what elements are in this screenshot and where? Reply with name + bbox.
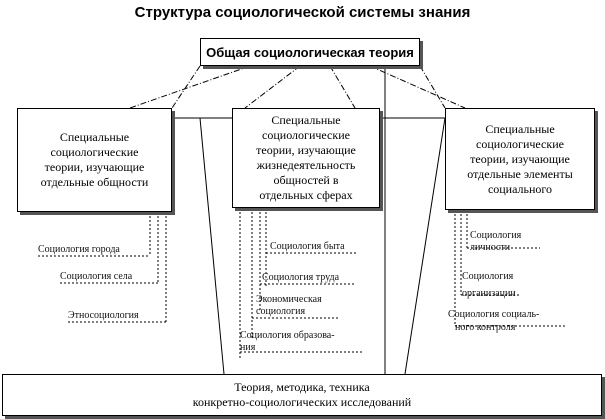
general-theory-box: Общая социологическая теория <box>200 38 420 66</box>
item-personality-sociology-2: личности <box>470 242 511 253</box>
box-elements-line: социального <box>487 181 553 196</box>
box-communities-line: теории, изучающие <box>44 160 145 174</box>
item-urban-sociology: Социология города <box>38 244 120 255</box>
box-spheres <box>232 108 380 208</box>
methodology-box <box>2 374 602 416</box>
box-spheres-line: Специальные <box>271 113 341 127</box>
box-spheres-line: жизнедеятельность <box>256 158 356 172</box>
item-everyday-life-sociology: Социология быта <box>270 241 345 252</box>
box-elements-line: социологические <box>476 136 564 151</box>
box-communities-line: социологические <box>50 145 139 159</box>
box-spheres-line: социологические <box>262 128 350 142</box>
connector-top-center <box>245 66 300 108</box>
box-spheres-line: общностей в <box>273 173 339 187</box>
methodology-line: Теория, методика, техника <box>234 380 370 394</box>
item-personality-sociology-1: Социология <box>470 230 522 241</box>
item-organization-sociology-2: организации <box>462 288 516 299</box>
methodology-line: конкретно-социологических исследований <box>192 395 412 409</box>
connector-to-bottom-right <box>405 118 445 374</box>
box-elements-line: Специальные <box>485 121 555 136</box>
item-labor-sociology: Социология труда <box>262 272 340 283</box>
connector-top-right <box>370 66 465 108</box>
connector-top-left-2 <box>130 66 250 108</box>
item-economic-sociology-2: социология <box>256 306 306 317</box>
box-elements-line: отдельные элементы <box>467 166 573 181</box>
item-economic-sociology-1: Экономическая <box>256 294 322 305</box>
box-elements-line: теории, изучающие <box>470 151 570 166</box>
item-organization-sociology-1: Социология <box>462 271 514 282</box>
connector-top-right-2 <box>420 66 445 108</box>
connector-top-center-2 <box>330 66 355 108</box>
item-rural-sociology: Социология села <box>60 271 133 282</box>
box-communities-line: отдельные общности <box>40 175 149 189</box>
connector-to-bottom-left <box>200 118 224 374</box>
box-spheres-line: отдельных сферах <box>259 188 353 202</box>
diagram-title: Структура социологической системы знания <box>134 4 471 21</box>
item-ethnosociology: Этносоциология <box>68 310 139 321</box>
item-education-sociology-1: Социология образова- <box>240 330 335 341</box>
item-social-control-sociology-2: ного контроля <box>455 322 516 333</box>
item-social-control-sociology-1: Социология социаль- <box>448 309 540 320</box>
item-education-sociology-2: ния <box>240 342 256 353</box>
box-communities <box>17 108 172 212</box>
box-communities-line: Специальные <box>59 130 130 144</box>
box-elements <box>445 108 595 210</box>
box-spheres-line: теории, изучающие <box>256 143 356 157</box>
connector-top-left <box>172 66 200 108</box>
